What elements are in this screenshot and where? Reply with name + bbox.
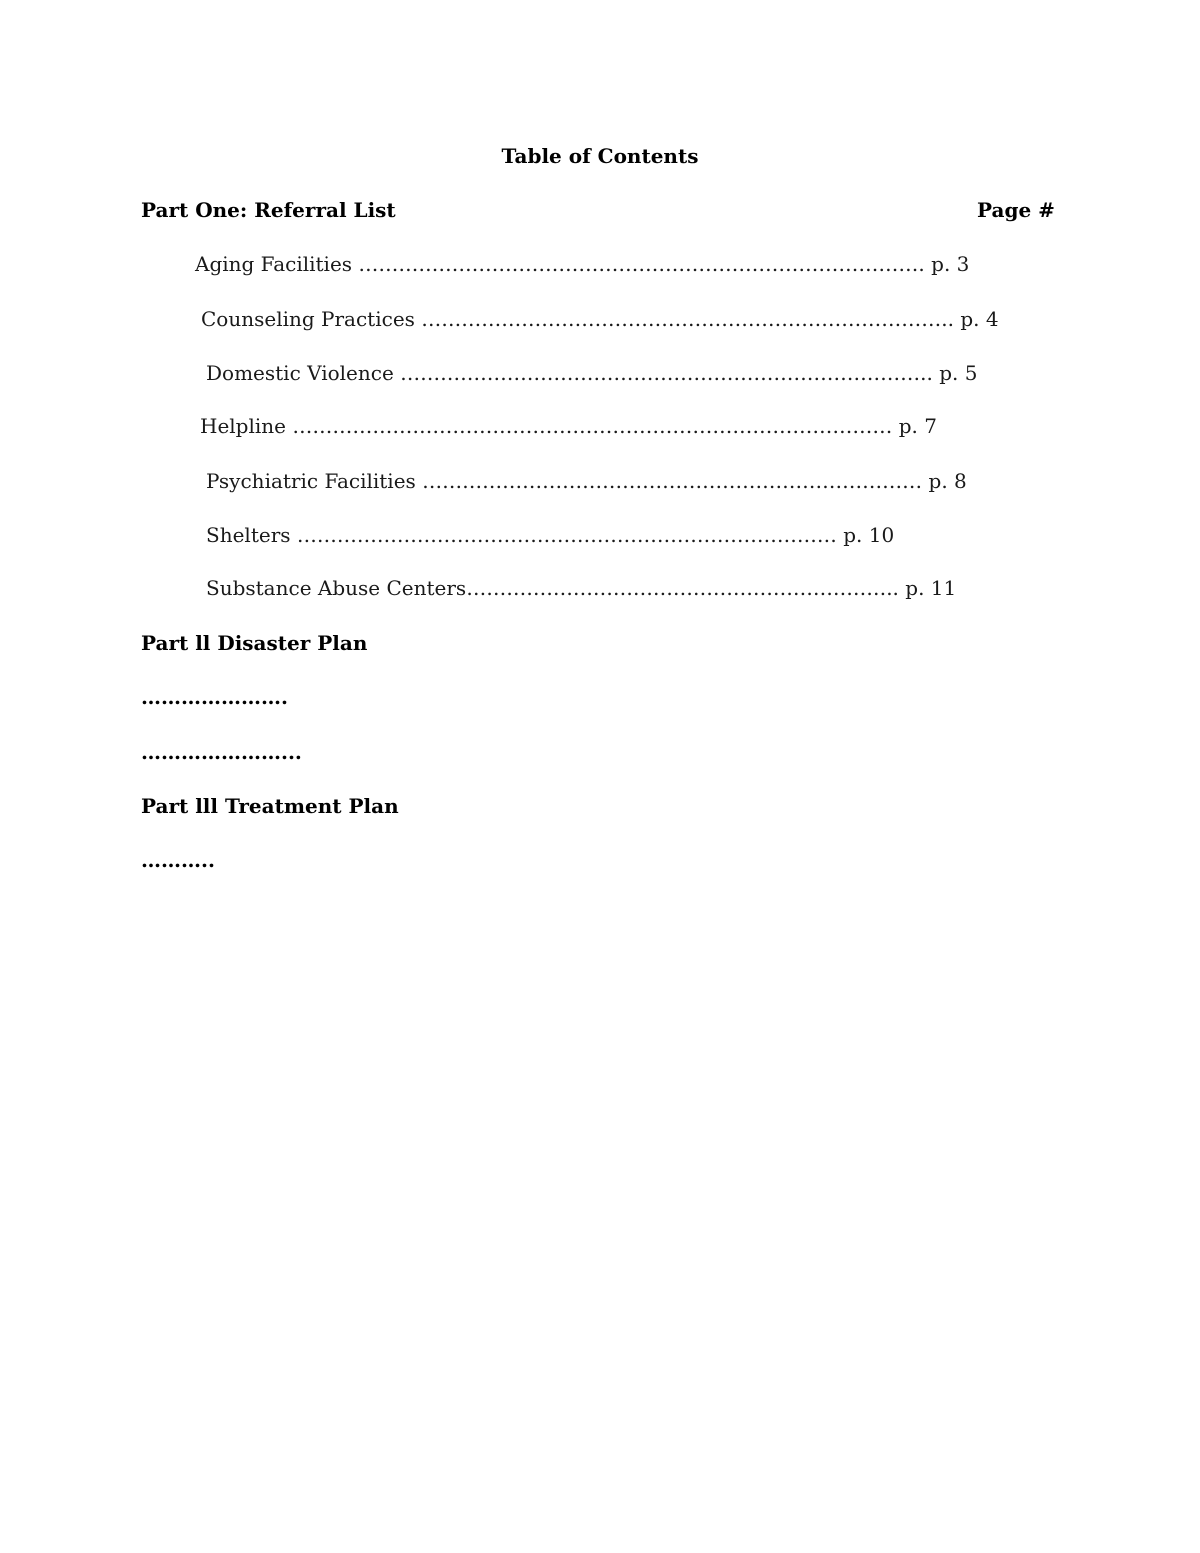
toc-entry[interactable] <box>201 307 999 331</box>
toc-entry-page: p. 11 <box>905 576 957 600</box>
toc-entry-label: Counseling Practices <box>201 307 415 331</box>
toc-entry[interactable] <box>206 361 978 385</box>
toc-dot-leader: …………………………………………………………………….. <box>421 307 954 331</box>
toc-entry-page: p. 7 <box>898 414 937 438</box>
part-two-placeholder-line: …………………... <box>141 740 302 764</box>
toc-entry-page: p. 5 <box>939 361 978 385</box>
toc-title: Table of Contents <box>501 144 699 168</box>
toc-dot-leader: ……………………………………………………….. <box>466 576 899 600</box>
toc-dot-leader: …………………………………………………………………………. <box>358 252 925 276</box>
toc-dot-leader: ………………………………………………………………… <box>422 469 923 493</box>
part-two-heading: Part ll Disaster Plan <box>141 631 368 655</box>
part-two-placeholder-line: …………………. <box>141 685 288 709</box>
toc-entry[interactable] <box>195 252 969 276</box>
toc-entry-page: p. 4 <box>960 307 999 331</box>
toc-entry-label: Aging Facilities <box>195 252 353 276</box>
toc-entry-label: Shelters <box>206 523 291 547</box>
toc-dot-leader: ……………………………………………………………………………… <box>292 414 893 438</box>
toc-entry-page: p. 3 <box>931 252 970 276</box>
part-three-placeholder-line: ……….. <box>141 848 215 872</box>
toc-entry[interactable] <box>200 414 937 438</box>
toc-entry-label: Psychiatric Facilities <box>206 469 416 493</box>
toc-dot-leader: ……………………………………………………………………… <box>296 523 837 547</box>
toc-entry-label: Helpline <box>200 414 286 438</box>
part-one-heading: Part One: Referral List <box>141 198 396 222</box>
toc-entry[interactable] <box>206 576 956 600</box>
toc-dot-leader: …………………………………………………………………….. <box>400 361 933 385</box>
toc-entry[interactable] <box>206 469 967 493</box>
toc-entry-page: p. 8 <box>928 469 967 493</box>
toc-entry[interactable] <box>206 523 894 547</box>
part-three-heading: Part lll Treatment Plan <box>141 794 399 818</box>
toc-entry-page: p. 10 <box>843 523 895 547</box>
toc-entry-label: Substance Abuse Centers <box>206 576 467 600</box>
toc-entry-label: Domestic Violence <box>206 361 394 385</box>
page-number-header: Page # <box>977 198 1055 222</box>
